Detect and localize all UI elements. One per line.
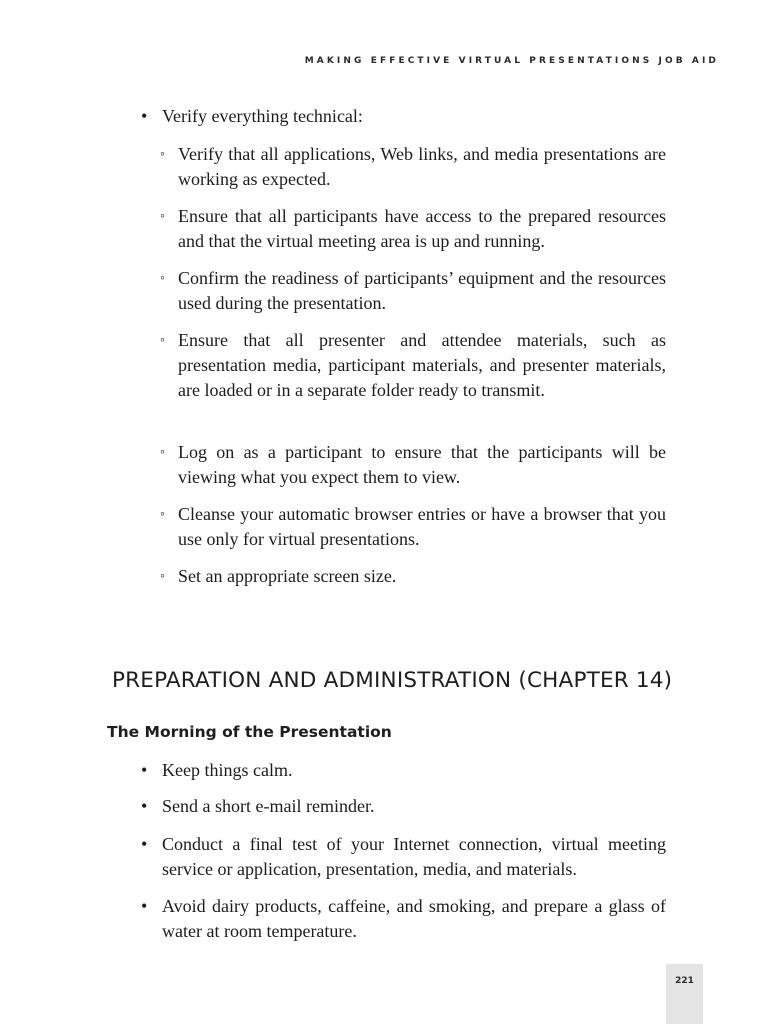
list-item-text: Keep things calm. [162,760,293,780]
sub-bullet-mark: ◦ [160,147,165,162]
sub-list-item [160,266,666,316]
sub-list-item [160,204,666,254]
page-number: 221 [675,976,694,986]
sub-list-item-text: Verify that all applications, Web links, and media presentations are working as expected. [178,144,666,189]
sub-list-item [160,440,666,490]
sub-list-item-text: Confirm the readiness of participants’ equipment and the resources used during the presentation. [178,268,666,313]
sub-list-item [160,502,666,552]
list-item [141,758,666,783]
section-title: PREPARATION AND ADMINISTRATION (CHAPTER 14) [112,668,673,693]
list-item [141,894,666,944]
sub-bullet-mark: ◦ [160,333,165,348]
sub-list-item-text: Ensure that all participants have access to the prepared resources and that the virtual meeting area is up and running. [178,206,666,251]
list-item [141,794,666,819]
sub-list-item-text: Set an appropriate screen size. [178,566,397,586]
bullet-mark: • [141,796,148,816]
running-header: MAKING EFFECTIVE VIRTUAL PRESENTATIONS JOB AID [304,56,719,66]
sub-bullet-mark: ◦ [160,445,165,460]
bullet-mark: • [141,896,148,916]
list-item [141,104,666,129]
sub-bullet-mark: ◦ [160,507,165,522]
sub-list-item-text: Cleanse your automatic browser entries or have a browser that you use only for virtual presentations. [178,504,666,549]
page-number-tab [666,964,703,1024]
sub-bullet-mark: ◦ [160,209,165,224]
sub-list-item [160,328,666,403]
list-item [141,832,666,882]
sub-heading: The Morning of the Presentation [107,723,392,741]
sub-bullet-mark: ◦ [160,271,165,286]
bullet-mark: • [141,834,148,854]
list-item-text: Send a short e-mail reminder. [162,796,375,816]
sub-list-item-text: Log on as a participant to ensure that the participants will be viewing what you expect them to view. [178,442,666,487]
sub-list-item [160,142,666,192]
sub-list-item-text: Ensure that all presenter and attendee materials, such as presentation media, participant materials, and presenter materials, are loaded or in a separate folder ready to transmit. [178,330,666,400]
list-item-text: Avoid dairy products, caffeine, and smoking, and prepare a glass of water at room temperature. [162,896,666,941]
bullet-mark: • [141,760,148,780]
sub-bullet-mark: ◦ [160,569,165,584]
sub-list-item [160,564,666,589]
list-item-text: Conduct a final test of your Internet connection, virtual meeting service or application, presentation, media, and materials. [162,834,666,879]
list-item-text: Verify everything technical: [162,106,363,126]
bullet-mark: • [141,106,148,126]
